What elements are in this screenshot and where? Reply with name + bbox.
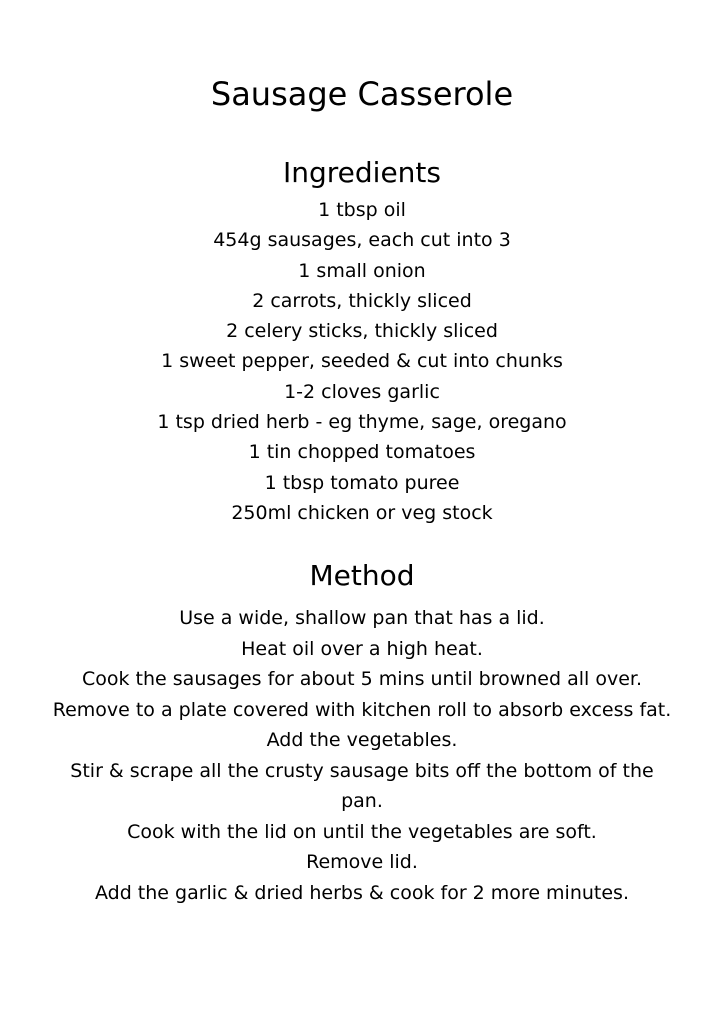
ingredient-item: 2 carrots, thickly sliced [252, 289, 472, 312]
method-step: Use a wide, shallow pan that has a lid. [179, 607, 545, 629]
method-step: Cook the sausages for about 5 mins until browned all over. [82, 668, 642, 690]
method-step: Remove lid. [306, 851, 418, 873]
ingredient-item: 1 sweet pepper, seeded & cut into chunks [161, 350, 563, 373]
ingredient-item: 2 celery sticks, thickly sliced [226, 320, 498, 343]
ingredient-item: 1 tin chopped tomatoes [248, 441, 476, 464]
ingredient-item: 1 tbsp tomato puree [264, 471, 460, 494]
method-step: Cook with the lid on until the vegetables are soft. [127, 820, 597, 843]
method-list [0, 603, 724, 908]
ingredient-item: 1-2 cloves garlic [284, 380, 440, 403]
ingredients-list [0, 195, 724, 528]
method-step: Add the vegetables. [266, 729, 458, 751]
method-step: Stir & scrape all the crusty sausage bits off the bottom of the pan. [70, 759, 654, 812]
ingredient-item: 1 small onion [298, 259, 426, 282]
method-step: Heat oil over a high heat. [241, 637, 483, 660]
method-step: Remove to a plate covered with kitchen roll to absorb excess fat. [52, 698, 672, 721]
method-step: Add the garlic & dried herbs & cook for 2 more minutes. [94, 881, 630, 904]
ingredient-item: 250ml chicken or veg stock [231, 501, 493, 524]
method-heading: Method [309, 559, 415, 592]
ingredient-item: 454g sausages, each cut into 3 [213, 229, 511, 252]
recipe-title: Sausage Casserole [210, 75, 514, 113]
ingredients-heading: Ingredients [283, 156, 441, 189]
ingredient-item: 1 tbsp oil [318, 199, 406, 221]
ingredient-item: 1 tsp dried herb - eg thyme, sage, oregano [157, 411, 567, 434]
